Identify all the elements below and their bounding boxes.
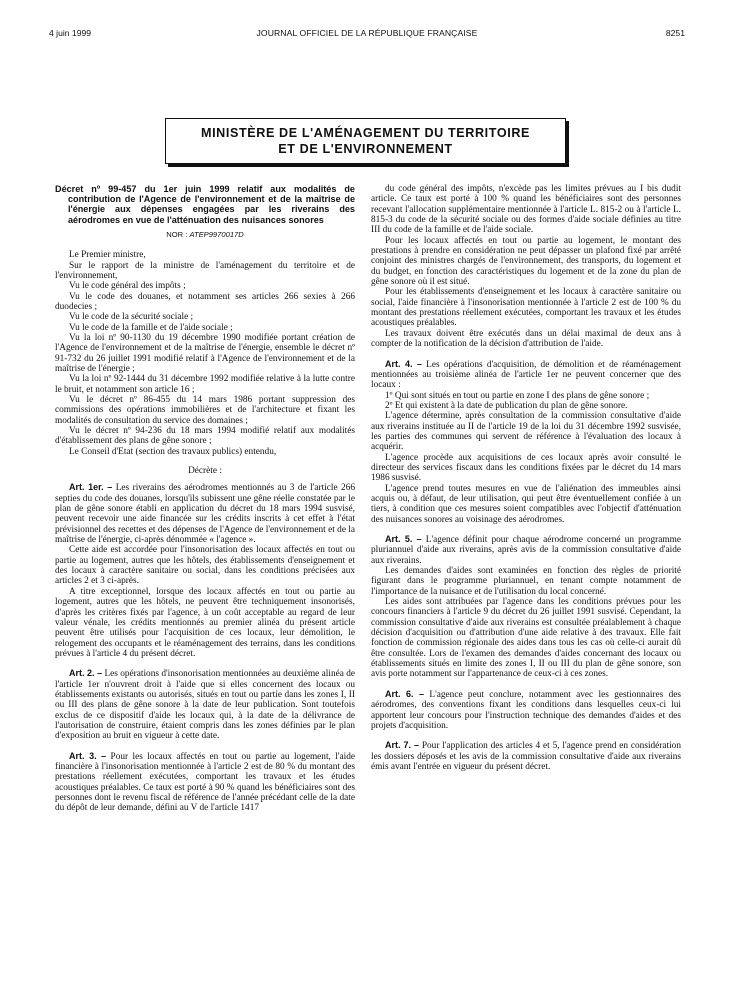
paragraph: Vu la loi nº 90-1130 du 19 décembre 1990 modifiée portant création de l'Agence de l'environnement et de la maîtrise de l'énergie, ensemble le décret nº 91-732 du 26 juillet 1991 modifié relatif à l'Agence de l'environnement et de la maîtrise de l'énergie ; [55, 332, 355, 374]
article-paragraph-first [55, 751, 355, 814]
paragraph: Le Premier ministre, [69, 250, 146, 261]
nor-code: ATEP9970017D [189, 229, 244, 239]
article-paragraph-first [371, 689, 681, 731]
articles-right [371, 359, 681, 773]
header-journal-title: JOURNAL OFFICIEL DE LA RÉPUBLIQUE FRANÇAISE [256, 28, 478, 38]
ministry-line-1: MINISTÈRE DE L'AMÉNAGEMENT DU TERRITOIRE [200, 126, 531, 140]
decree-title: Décret nº 99-457 du 1er juin 1999 relatif aux modalités de contribution de l'Agence de l'environnement et de la maîtrise de l'énergie aux dépenses engagées par les riverains des aérodromes en vue de l'atténuation des nuisances sonores [55, 184, 355, 225]
paragraph: Pour les établissements d'enseignement et les locaux à caractère sanitaire ou social, l'aide financière à l'insonorisation mentionnée à l'article 2 est de 100 % du montant des prestations réellement exécutées, comportant les travaux et les études acoustiques préalables. [371, 287, 681, 329]
article-text: Les opérations d'insonorisation mentionnées au deuxième alinéa de l'article 1er n'ouvrent droit à l'aide que si elles concernent des locaux ou établissements existants ou autorisés, situés en tout ou partie dans les zones I, II ou III des plans de gêne sonore à la date de leur publication. Sont toutefois exclus de ce dispositif d'aide les locaux qui, à la date de la délivrance de l'autorisation de construire, étaient compris dans les zones définies par le plan d'exposition au bruit en vigueur à cette date. [55, 669, 355, 742]
article-paragraph-first [55, 668, 355, 741]
paragraph: Vu le code de la famille et de l'aide sociale ; [69, 322, 233, 333]
nor-reference [55, 230, 355, 240]
paragraph: Vu le code général des impôts ; [69, 281, 186, 292]
article-paragraph: 2º Et qui existent à la date de publication du plan de gêne sonore. [385, 400, 628, 411]
article-paragraph: Les demandes d'aides sont examinées en fonction des règles de priorité figurant dans le programme pluriannuel, en tenant compte notamment de l'importance de la nuisance et de l'utilisation du local concerné. [371, 566, 681, 597]
article-label: Art. 3. – [69, 750, 107, 761]
paragraph: Vu le code des douanes, et notamment ses articles 266 sexies à 266 duodecies ; [55, 291, 355, 312]
article-label: Art. 4. – [385, 358, 422, 369]
preamble [55, 250, 355, 457]
article-text: Les riverains des aérodromes mentionnés au 3 de l'article 266 septies du code des douanes, lorsqu'ils subissent une gêne réelle constatée par le plan de gêne sonore établi en application du décret du 18 mars 1994 susvisé, peuvent recevoir une aide financée sur les crédits inscrits à cet effet à l'état prévisionnel des recettes et des dépenses de l'Agence de l'environnement et de la maîtrise de l'énergie, ci-après dénommée « l'agence ». [55, 483, 355, 546]
paragraph: Pour les locaux affectés en tout ou partie au logement, le montant des prestations à prendre en considération ne peut dépasser un plafond fixé par arrêté conjoint des ministres chargés de l'environnement, des transports, du logement et du budget, en fonction des caractéristiques du logement et de la zone du plan de gêne sonore où il est situé. [371, 235, 681, 288]
article-paragraph: L'agence prend toutes mesures en vue de l'aliénation des immeubles ainsi acquis ou, à défaut, de leur utilisation, qui peut être éventuellement confiée à un tiers, à condition que ces mesures soient compatibles avec l'objectif d'atténuation des nuisances sonores au voisinage des aérodromes. [371, 483, 681, 525]
article-text: L'agence peut conclure, notamment avec les gestionnaires des aérodromes, des conventions fixant les conditions dans lesquelles ceux-ci lui apportent leur concours pour l'instruction technique des demandes d'aides et des projets d'acquisition. [371, 689, 682, 731]
ministry-line-2: ET DE L'ENVIRONNEMENT [278, 142, 453, 156]
header-page-number: 8251 [665, 28, 685, 38]
article-paragraph-first [371, 740, 681, 772]
article-paragraph-first [371, 359, 681, 391]
article-text: L'agence définit pour chaque aérodrome concerné un programme pluriannuel d'aide aux riverains, après avis de la commission consultative d'aide aux riverains. [371, 535, 681, 566]
nor-label: NOR : [166, 229, 190, 239]
paragraph: Vu la loi nº 92-1444 du 31 décembre 1992 modifiée relative à la lutte contre le bruit, et notamment son article 16 ; [55, 374, 355, 395]
paragraph: Vu le décret nº 86-455 du 14 mars 1986 portant suppression des commissions des opérations immobilières et de l'architecture et fixant les modalités de consultation du service des domaines ; [55, 394, 355, 426]
article-paragraph: Les aides sont attribuées par l'agence dans les conditions prévues pour les concours financiers à l'article 9 du décret du 26 juillet 1991 susvisé. Cependant, la commission consultative d'aide aux riverains est consultée préalablement à chaque décision d'acquisition ou d'attribution d'une aide relative à des travaux. Elle fait fonction de commission régionale des aides dans tous les cas où celle-ci aurait dû être consultée. Lors de l'examen des demandes d'aides concernant des locaux ou établissements situés en limite des zones I, II ou III du plan de gêne sonore, son avis porte notamment sur l'appartenance de ceux-ci à ces zones. [371, 597, 681, 680]
articles-left [55, 482, 355, 813]
paragraph: Les travaux doivent être exécutés dans un délai maximal de deux ans à compter de la notification de la décision d'attribution de l'aide. [371, 328, 681, 350]
header-date: 4 juin 1999 [49, 28, 92, 38]
article-paragraph: A titre exceptionnel, lorsque des locaux affectés en tout ou partie au logement, autres que les hôtels, ne peuvent être techniquement insonorisés, d'après les critères fixés par l'agence, à un coût acceptable au regard de leur valeur vénale, les crédits mentionnés au premier alinéa du présent article peuvent être utilisés pour l'acquisition de ces locaux, leur démolition, le relogement des occupants et le réaménagement des terrains, dans les conditions prévues à l'article 4 du présent décret. [55, 586, 355, 659]
paragraph: du code général des impôts, n'excède pas les limites prévues au I bis dudit article. Ce taux est porté à 100 % quand les bénéficiaires sont des personnes recevant l'allocation supplémentaire mentionnée à l'article L. 815-2 ou à l'article L. 815-3 du code de la sécurité sociale ou des formes d'aide sociale définies au titre III du code de la famille et de l'aide sociale. [371, 184, 681, 236]
paragraph: Vu le code de la sécurité sociale ; [69, 312, 194, 323]
article-label: Art. 2. – [69, 668, 103, 679]
right-column [371, 184, 681, 772]
article-paragraph: L'agence détermine, après consultation de la commission consultative d'aide aux riverains instituée au II de l'article 19 de la loi du 31 décembre 1992 susvisée, les parties des communes qui servent de référence à l'évaluation des locaux à acquérir. [371, 411, 681, 453]
article-paragraph: Cette aide est accordée pour l'insonorisation des locaux affectés en tout ou partie au logement, autres que les hôtels, des établissements d'enseignement et des locaux à caractère sanitaire ou social, dans les conditions précisées aux articles 2 et 3 ci-après. [55, 545, 355, 587]
article-text: Pour l'application des articles 4 et 5, l'agence prend en considération les dossiers déposés et les avis de la commission consultative d'aide aux riverains émis avant l'entrée en vigueur du présent décret. [371, 741, 681, 772]
article-label: Art. 6. – [385, 688, 425, 699]
article-3-continuation [371, 184, 681, 350]
article-label: Art. 5. – [385, 534, 422, 544]
article-paragraph-first [371, 534, 681, 566]
left-column [55, 184, 355, 814]
paragraph: Sur le rapport de la ministre de l'aménagement du territoire et de l'environnement, [55, 260, 355, 281]
paragraph: Vu le décret nº 94-236 du 18 mars 1994 modifié relatif aux modalités d'établissement des plans de gêne sonore ; [55, 426, 355, 447]
article-text: Les opérations d'acquisition, de démolition et de réaménagement mentionnées au troisième alinéa de l'article 1er ne peuvent concerner que des locaux : [371, 359, 682, 391]
paragraph: Le Conseil d'Etat (section des travaux publics) entendu, [69, 446, 277, 457]
decrete-heading: Décrète : [188, 466, 222, 477]
article-label: Art. 1er. – [69, 482, 113, 493]
article-label: Art. 7. – [385, 740, 420, 751]
article-paragraph: 1º Qui sont situés en tout ou partie en zone I des plans de gêne sonore ; [385, 390, 650, 401]
article-text: Pour les locaux affectés en tout ou partie au logement, l'aide financière à l'insonorisation mentionnée à l'article 2 est de 80 % du montant des prestations réellement exécutées, comportant les travaux et les études acoustiques préalables. Ce taux est porté à 90 % quand les bénéficiaires sont des personnes dont le revenu fiscal de référence de l'année précédant celle de la date du dépôt de leur demande, défini au V de l'article 1417 [55, 751, 355, 814]
article-paragraph-first [55, 482, 355, 545]
ministry-box [165, 118, 566, 164]
article-paragraph: L'agence procède aux acquisitions de ces locaux après avoir consulté le directeur des services fiscaux dans les conditions fixées par le décret du 14 mars 1986 susvisé. [371, 452, 681, 484]
page-header [49, 28, 685, 42]
